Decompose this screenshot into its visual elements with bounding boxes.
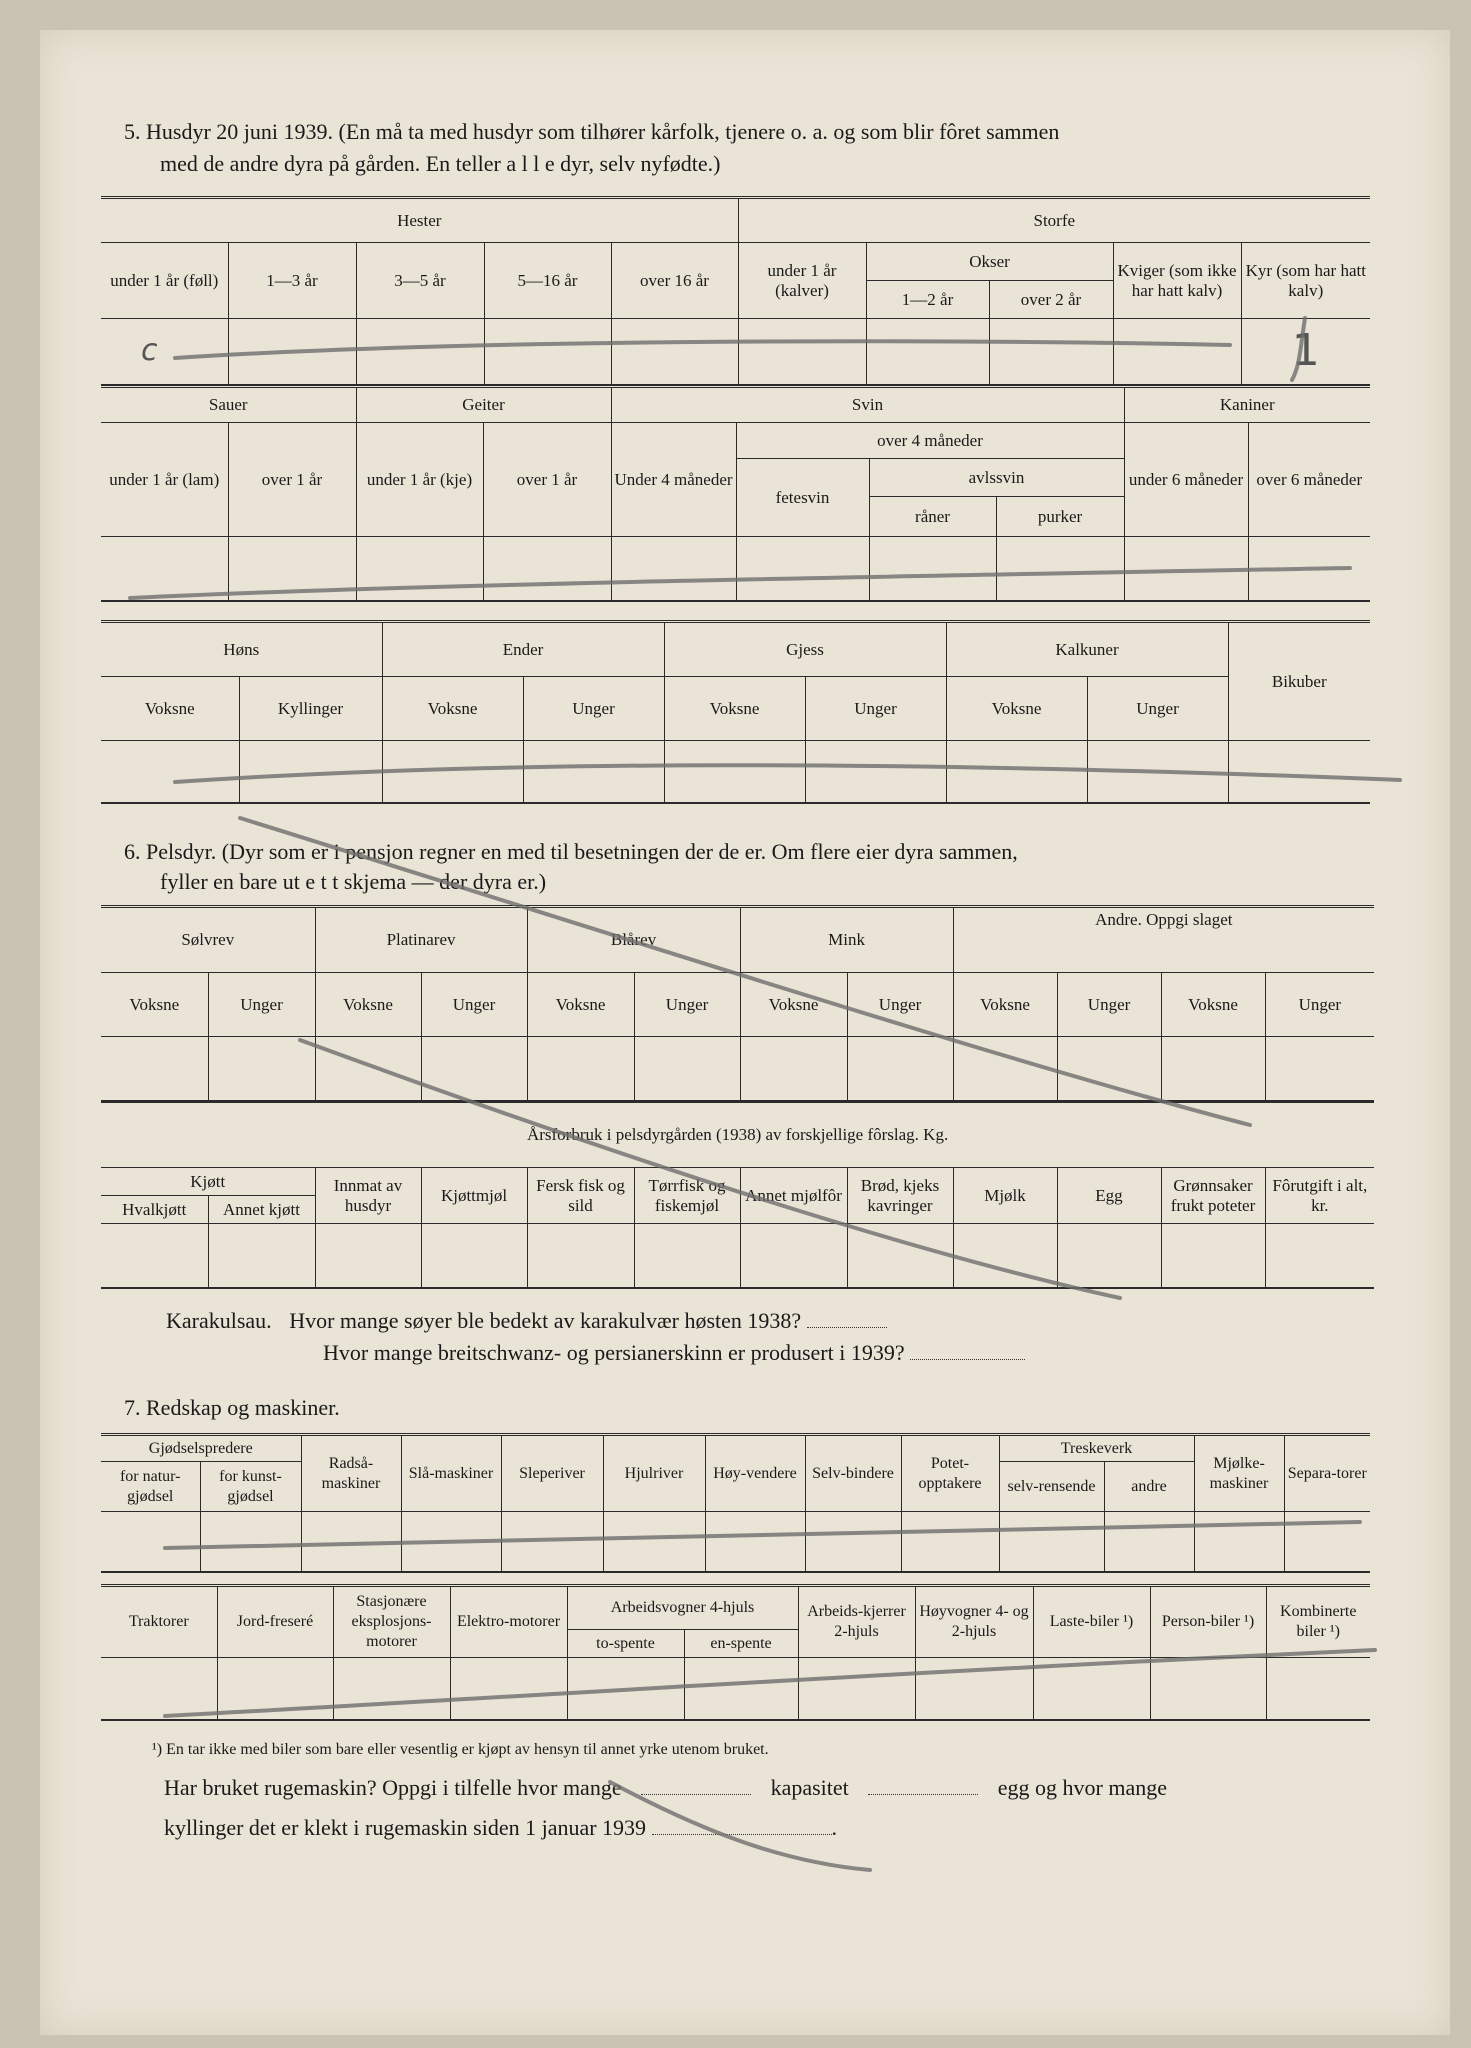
- entry-cell[interactable]: [740, 1037, 847, 1101]
- kaniner-header: Kaniner: [1124, 387, 1370, 423]
- fur-voksne: Voksne: [1161, 973, 1265, 1037]
- rugemaskin-line-2: kyllinger det er klekt i rugemaskin siden 1 januar 1939 .: [164, 1815, 838, 1840]
- entry-cell[interactable]: [101, 1037, 208, 1101]
- okser-over-2: over 2 år: [989, 281, 1113, 319]
- entry-cell[interactable]: [527, 1037, 634, 1101]
- feed-consumption-table: [101, 1100, 1374, 1289]
- entry-cell[interactable]: [611, 537, 736, 601]
- col-sleperiver: Sleperiver: [501, 1435, 603, 1512]
- entry-cell[interactable]: [1228, 741, 1370, 803]
- sauer-header: Sauer: [101, 387, 356, 423]
- col-kunstgjodsel: for kunst-gjødsel: [200, 1462, 301, 1512]
- col-kyr: Kyr (som har hatt kalv): [1241, 243, 1370, 319]
- col-purker: purker: [996, 497, 1124, 537]
- col-selvbindere: Selv-bindere: [805, 1435, 901, 1512]
- gjess-header: Gjess: [664, 622, 946, 677]
- kyllinger-field[interactable]: [652, 1818, 832, 1835]
- col-innmat: Innmat av husdyr: [315, 1168, 421, 1224]
- col-separatorer: Separa-torer: [1284, 1435, 1370, 1512]
- entry-cell[interactable]: [1104, 1512, 1194, 1572]
- col-1-3: 1—3 år: [228, 243, 356, 319]
- storfe-header: Storfe: [738, 198, 1370, 243]
- svin-over-4-header: over 4 måneder: [736, 423, 1124, 459]
- col-hoyvogner: Høyvogner 4- og 2-hjuls: [915, 1586, 1033, 1658]
- entry-cell[interactable]: [523, 741, 664, 803]
- entry-cell[interactable]: [1248, 537, 1370, 601]
- kalkuner-voksne: Voksne: [946, 677, 1087, 741]
- entry-cell[interactable]: [382, 741, 523, 803]
- col-arbeidskjerrer: Arbeids-kjerrer 2-hjuls: [798, 1586, 915, 1658]
- gjodselspredere-header: Gjødselspredere: [101, 1435, 301, 1462]
- section-5-title-cont: med de andre dyra på gården. En teller a l l e dyr, selv nyfødte.): [160, 151, 721, 176]
- rugemaskin-question: Har bruket rugemaskin? Oppgi i tilfelle hvor mange: [164, 1775, 622, 1800]
- svin-header: Svin: [611, 387, 1124, 423]
- section-5-title: 5. Husdyr 20 juni 1939. (En må ta med husdyr som tilhører kårfolk, tjenere o. a. og som blir fôret sammen: [124, 119, 1060, 144]
- entry-cell[interactable]: [217, 1658, 333, 1720]
- col-kanin-over-6: over 6 måneder: [1248, 423, 1370, 537]
- section-7-title: 7. Redskap og maskiner.: [124, 1395, 340, 1420]
- entry-cell[interactable]: [101, 741, 239, 803]
- col-mjolkemaskiner: Mjølke-maskiner: [1194, 1435, 1284, 1512]
- col-kviger: Kviger (som ikke har hatt kalv): [1113, 243, 1241, 319]
- entry-kyr[interactable]: 1: [1241, 319, 1370, 385]
- platinarev-header: Platinarev: [315, 907, 527, 973]
- ender-unger: Unger: [523, 677, 664, 741]
- entry-cell[interactable]: [611, 319, 738, 385]
- col-personbiler: Person-biler ¹): [1150, 1586, 1266, 1658]
- entry-cell[interactable]: [1124, 537, 1248, 601]
- col-gronnsaker: Grønnsaker frukt poteter: [1161, 1168, 1265, 1224]
- entry-cell[interactable]: [101, 1512, 200, 1572]
- kyllinger-question: kyllinger det er klekt i rugemaskin siden 1 januar 1939: [164, 1815, 647, 1840]
- entry-cell[interactable]: [946, 741, 1087, 803]
- entry-cell[interactable]: [1194, 1512, 1284, 1572]
- entry-cell[interactable]: [1284, 1512, 1370, 1572]
- karakul-label: Karakulsau.: [166, 1308, 272, 1333]
- entry-cell[interactable]: [483, 537, 611, 601]
- entry-cell[interactable]: [1161, 1037, 1265, 1101]
- col-over-16: over 16 år: [611, 243, 738, 319]
- entry-cell[interactable]: [356, 537, 483, 601]
- entry-cell[interactable]: [401, 1512, 501, 1572]
- livestock-table-sheep-pigs: [101, 385, 1370, 602]
- hester-header: Hester: [101, 198, 738, 243]
- entry-cell[interactable]: [101, 1658, 217, 1720]
- hons-voksne: Voksne: [101, 677, 239, 741]
- livestock-table-horses-cattle: [101, 196, 1370, 386]
- entry-cell[interactable]: [996, 537, 1124, 601]
- entry-cell[interactable]: [228, 537, 356, 601]
- entry-cell[interactable]: [333, 1658, 450, 1720]
- entry-cell[interactable]: [421, 1037, 527, 1101]
- col-en-spente: en-spente: [684, 1630, 798, 1658]
- geiter-header: Geiter: [356, 387, 611, 423]
- col-treske-andre: andre: [1104, 1462, 1194, 1512]
- entry-cell[interactable]: [705, 1512, 805, 1572]
- entry-cell[interactable]: [953, 1037, 1057, 1101]
- col-5-16: 5—16 år: [484, 243, 611, 319]
- col-egg: Egg: [1057, 1168, 1161, 1224]
- entry-cell[interactable]: [901, 1512, 999, 1572]
- solvrev-header: Sølvrev: [101, 907, 315, 973]
- entry-cell[interactable]: [953, 1224, 1057, 1288]
- col-raner: råner: [869, 497, 996, 537]
- col-mjolk: Mjølk: [953, 1168, 1057, 1224]
- footnote: ¹) En tar ikke med biler som bare eller vesentlig er kjøpt av hensyn til annet yrke utenom bruket.: [152, 1741, 769, 1758]
- col-forutgift: Fôrutgift i alt, kr.: [1265, 1168, 1374, 1224]
- col-stasjonaere-motorer: Stasjonære eksplosjons-motorer: [333, 1586, 450, 1658]
- bikuber-header: Bikuber: [1228, 622, 1370, 741]
- entry-cell[interactable]: [866, 319, 989, 385]
- kjott-header: Kjøtt: [101, 1168, 315, 1196]
- fur-voksne: Voksne: [740, 973, 847, 1037]
- entry-cell[interactable]: [356, 319, 484, 385]
- entry-cell[interactable]: [1266, 1658, 1370, 1720]
- hons-header: Høns: [101, 622, 382, 677]
- col-hvalkjott: Hvalkjøtt: [101, 1196, 208, 1224]
- entry-cell[interactable]: [527, 1224, 634, 1288]
- blarev-header: Blårev: [527, 907, 740, 973]
- entry-cell[interactable]: [200, 1512, 301, 1572]
- col-kje: under 1 år (kje): [356, 423, 483, 537]
- karakul-answer-2[interactable]: [910, 1343, 1025, 1360]
- entry-cell[interactable]: [915, 1658, 1033, 1720]
- entry-cell[interactable]: [315, 1037, 421, 1101]
- karakul-question-1: Hvor mange søyer ble bedekt av karakulvær høsten 1938?: [289, 1308, 802, 1333]
- col-annet-kjott: Annet kjøtt: [208, 1196, 315, 1224]
- entry-cell[interactable]: [1057, 1037, 1161, 1101]
- col-fetesvin: fetesvin: [736, 459, 869, 537]
- entry-cell[interactable]: [684, 1658, 798, 1720]
- col-svin-under-4: Under 4 måneder: [611, 423, 736, 537]
- entry-cell[interactable]: [1113, 319, 1241, 385]
- col-sau-over-1: over 1 år: [228, 423, 356, 537]
- col-3-5: 3—5 år: [356, 243, 484, 319]
- col-slamaskiner: Slå-maskiner: [401, 1435, 501, 1512]
- col-lastebiler: Laste-biler ¹): [1033, 1586, 1150, 1658]
- entry-cell[interactable]: [101, 1224, 208, 1288]
- entry-cell[interactable]: [999, 1512, 1104, 1572]
- entry-cell[interactable]: [1150, 1658, 1266, 1720]
- entry-cell[interactable]: [484, 319, 611, 385]
- entry-cell[interactable]: [634, 1224, 740, 1288]
- entry-cell[interactable]: [603, 1512, 705, 1572]
- entry-cell[interactable]: [989, 319, 1113, 385]
- col-fersk-fisk: Fersk fisk og sild: [527, 1168, 634, 1224]
- entry-cell[interactable]: [208, 1037, 315, 1101]
- entry-cell[interactable]: [847, 1037, 953, 1101]
- fur-unger: Unger: [1265, 973, 1374, 1037]
- col-kanin-under-6: under 6 måneder: [1124, 423, 1248, 537]
- karakul-answer-1[interactable]: [807, 1311, 887, 1328]
- fur-voksne: Voksne: [101, 973, 208, 1037]
- entry-cell[interactable]: [101, 537, 228, 601]
- fur-voksne: Voksne: [953, 973, 1057, 1037]
- entry-cell[interactable]: [664, 741, 805, 803]
- treskeverk-header: Treskeverk: [999, 1435, 1194, 1462]
- gjess-voksne: Voksne: [664, 677, 805, 741]
- egg-label: egg og hvor mange: [997, 1775, 1168, 1800]
- col-kombinerte-biler: Kombinerte biler ¹): [1266, 1586, 1370, 1658]
- section-6-title: 6. Pelsdyr. (Dyr som er i pensjon regner en med til besetningen der de er. Om flere eier dyra sammen,: [124, 839, 1018, 864]
- entry-cell[interactable]: [239, 741, 382, 803]
- entry-cell[interactable]: [1033, 1658, 1150, 1720]
- kalkuner-header: Kalkuner: [946, 622, 1228, 677]
- entry-cell[interactable]: [501, 1512, 603, 1572]
- fur-unger: Unger: [421, 973, 527, 1037]
- col-radsamaskiner: Radså-maskiner: [301, 1435, 401, 1512]
- rugemaskin-line-1: [164, 1775, 1167, 1801]
- entry-cell[interactable]: [740, 1224, 847, 1288]
- okser-header: Okser: [866, 243, 1113, 281]
- entry-cell[interactable]: [1265, 1037, 1374, 1101]
- col-hjulriver: Hjulriver: [603, 1435, 705, 1512]
- fur-unger: Unger: [1057, 973, 1161, 1037]
- entry-cell[interactable]: [1265, 1224, 1374, 1288]
- poultry-table: [101, 620, 1370, 804]
- kapasitet-field[interactable]: [868, 1778, 978, 1795]
- col-elektromotorer: Elektro-motorer: [450, 1586, 567, 1658]
- entry-cell[interactable]: [1057, 1224, 1161, 1288]
- entry-cell[interactable]: [869, 537, 996, 601]
- col-lam: under 1 år (lam): [101, 423, 228, 537]
- entry-cell[interactable]: [736, 537, 869, 601]
- karakul-question-2: Hvor mange breitschwanz- og persianerskinn er produsert i 1939?: [323, 1340, 905, 1365]
- col-to-spente: to-spente: [567, 1630, 684, 1658]
- avlssvin-header: avlssvin: [869, 459, 1124, 497]
- tools-table-1: [101, 1433, 1370, 1573]
- entry-cell[interactable]: [1087, 741, 1228, 803]
- feed-title: Årsforbruk i pelsdyrgården (1938) av forskjellige fôrslag. Kg.: [101, 1102, 1374, 1168]
- col-torrfisk: Tørrfisk og fiskemjøl: [634, 1168, 740, 1224]
- col-naturgjodsel: for natur-gjødsel: [101, 1462, 200, 1512]
- entry-cell[interactable]: [798, 1658, 915, 1720]
- col-jordfresere: Jord-freseré: [217, 1586, 333, 1658]
- okser-1-2: 1—2 år: [866, 281, 989, 319]
- section-6-title-cont: fyller en bare ut e t t skjema — der dyra er.): [160, 869, 547, 894]
- ender-voksne: Voksne: [382, 677, 523, 741]
- ender-header: Ender: [382, 622, 664, 677]
- rugemaskin-count-field[interactable]: [641, 1778, 751, 1795]
- kalkuner-unger: Unger: [1087, 677, 1228, 741]
- mink-header: Mink: [740, 907, 953, 973]
- tools-table-2: [101, 1584, 1370, 1721]
- col-traktorer: Traktorer: [101, 1586, 217, 1658]
- entry-cell[interactable]: [634, 1037, 740, 1101]
- fur-voksne: Voksne: [315, 973, 421, 1037]
- fur-unger: Unger: [208, 973, 315, 1037]
- col-foll: under 1 år (føll): [101, 243, 228, 319]
- col-annet-mjolfor: Annet mjølfôr: [740, 1168, 847, 1224]
- col-kalver: under 1 år (kalver): [738, 243, 866, 319]
- entry-cell[interactable]: [301, 1512, 401, 1572]
- col-kjottmjol: Kjøttmjøl: [421, 1168, 527, 1224]
- col-geit-over-1: over 1 år: [483, 423, 611, 537]
- karakul-line-2: [323, 1340, 1025, 1366]
- entry-cell[interactable]: [228, 319, 356, 385]
- entry-cell[interactable]: [805, 741, 946, 803]
- entry-cell[interactable]: [315, 1224, 421, 1288]
- arbeidsvogner-header: Arbeidsvogner 4-hjuls: [567, 1586, 798, 1630]
- col-hoyvendere: Høy-vendere: [705, 1435, 805, 1512]
- entry-cell[interactable]: [738, 319, 866, 385]
- entry-cell[interactable]: [805, 1512, 901, 1572]
- entry-cell[interactable]: [1161, 1224, 1265, 1288]
- andre-header: Andre. Oppgi slaget: [953, 907, 1374, 973]
- kapasitet-label: kapasitet: [770, 1775, 849, 1800]
- col-selvrensende: selv-rensende: [999, 1462, 1104, 1512]
- fur-voksne: Voksne: [527, 973, 634, 1037]
- entry-cell[interactable]: [567, 1658, 684, 1720]
- entry-cell[interactable]: [421, 1224, 527, 1288]
- entry-foll[interactable]: c: [101, 319, 228, 385]
- fur-unger: Unger: [634, 973, 740, 1037]
- col-brod: Brød, kjeks kavringer: [847, 1168, 953, 1224]
- entry-cell[interactable]: [450, 1658, 567, 1720]
- entry-cell[interactable]: [847, 1224, 953, 1288]
- gjess-unger: Unger: [805, 677, 946, 741]
- entry-cell[interactable]: [208, 1224, 315, 1288]
- fur-unger: Unger: [847, 973, 953, 1037]
- hons-kyllinger: Kyllinger: [239, 677, 382, 741]
- col-potetopptakere: Potet-opptakere: [901, 1435, 999, 1512]
- fur-animals-table: [101, 905, 1374, 1102]
- karakul-line-1: [166, 1308, 887, 1334]
